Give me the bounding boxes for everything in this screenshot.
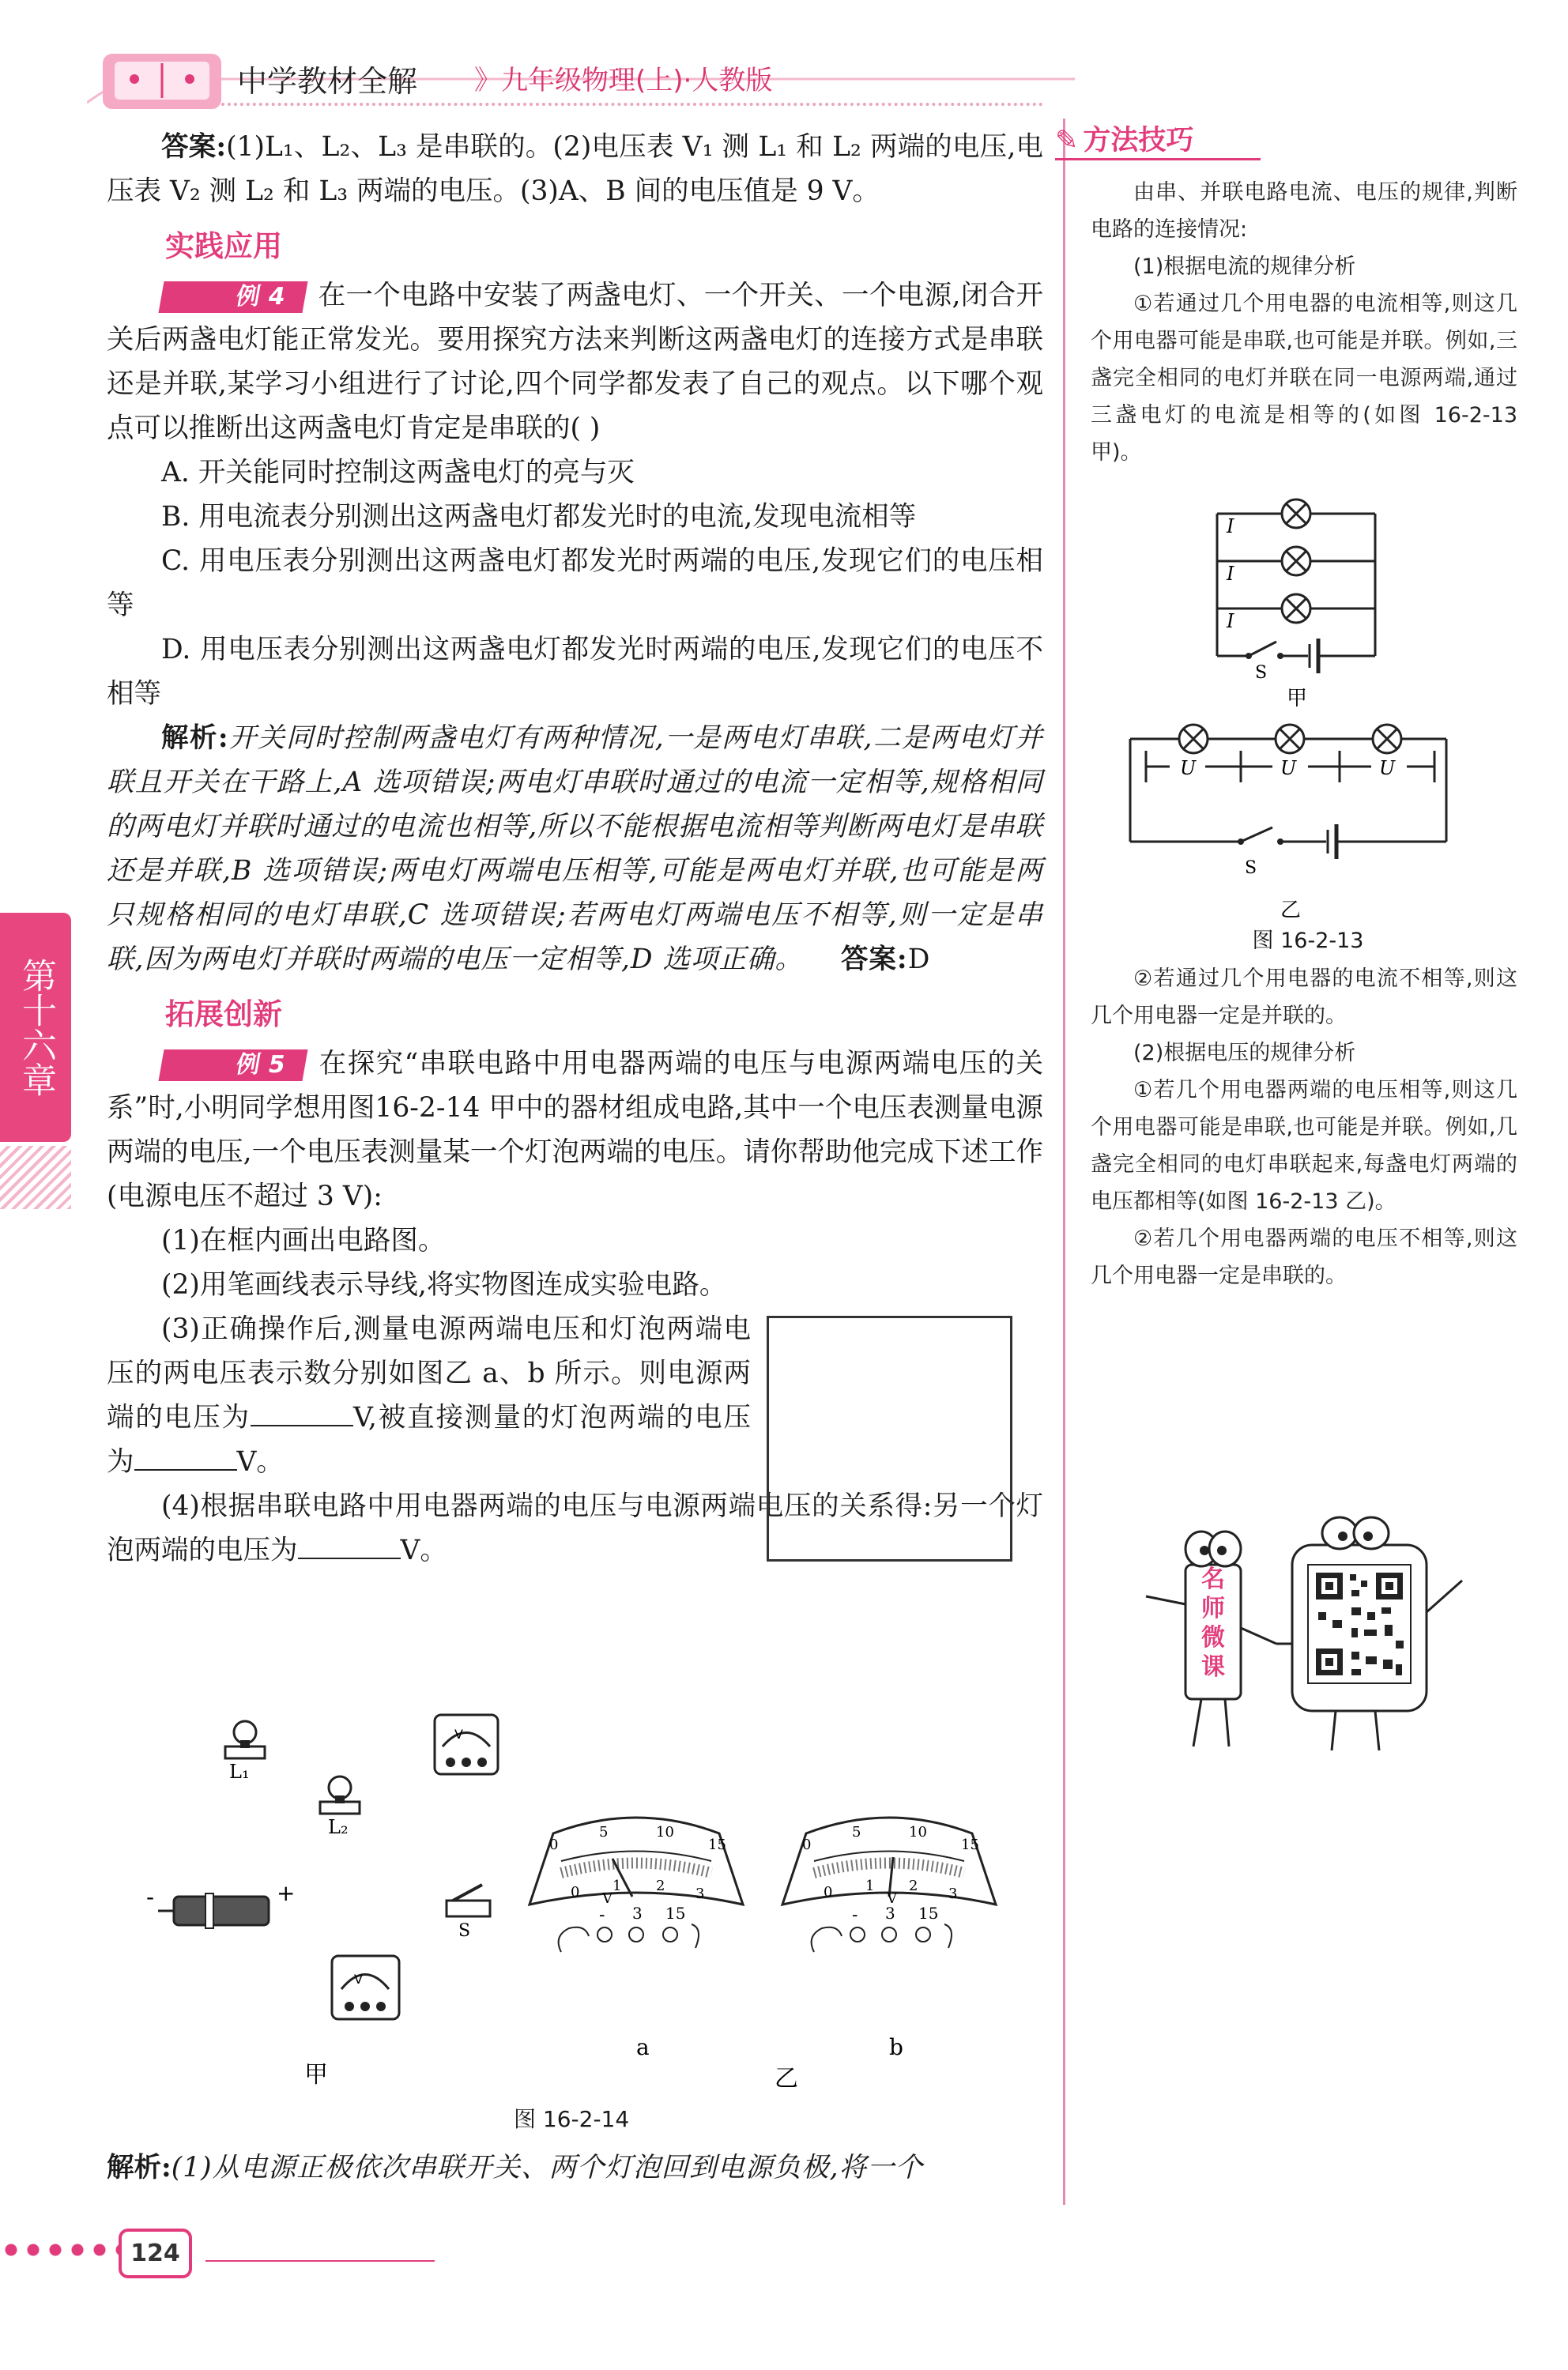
section-extend: 拓展创新 (165, 997, 282, 1031)
sidebar-p7: ②若几个用电器两端的电压不相等,则这几个用电器一定是串联的。 (1091, 1226, 1517, 1288)
mascot-label-1: 名 (1201, 1566, 1225, 1593)
meter-b-letter: V (887, 1890, 897, 1907)
switch-icon (447, 1885, 490, 1916)
chapter-tab-stripes (0, 1146, 71, 1209)
prev-answer (107, 125, 1043, 213)
example-4-analysis (107, 716, 1043, 982)
answer-label: 答案: (840, 944, 908, 975)
analysis-text: (1)从电源正极依次串联开关、两个灯泡回到电源负极,将一个 (171, 2152, 924, 2183)
meter-b-tick-b1: 1 (865, 1878, 875, 1894)
option-d: D. 用电压表分别测出这两盏电灯都发光时两端的电压,发现它们的电压不相等 (107, 634, 1043, 710)
q3-text-b: V,被直接测量的灯泡两端的电压为 (107, 1402, 751, 1478)
meter-b-term-minus: - (852, 1905, 858, 1925)
question-1: (1)在框内画出电路图。 (161, 1225, 446, 1257)
sidebar-p6: ①若几个用电器两端的电压相等,则这几个用电器可能是串联,也可能是并联。例如,几盏完全相同的电灯串联起来,每盏电灯两端的电压都相等(如图 16-2-13 乙)。 (1091, 1078, 1517, 1214)
meter-a-tick-b2: 2 (656, 1878, 665, 1894)
mascot-label-2: 师 (1201, 1595, 1225, 1622)
meter-a-tick-0: 0 (549, 1837, 559, 1853)
qr-code-icon (1308, 1565, 1411, 1683)
meter-a-term-15: 15 (665, 1904, 686, 1923)
meter-a-tick-15: 15 (708, 1837, 726, 1853)
page-number: 124 (119, 2229, 192, 2278)
q3-text-c: V。 (236, 1446, 284, 1478)
meter-b-tick-b3: 3 (948, 1886, 958, 1902)
sidebar-text-bottom (1091, 960, 1517, 1294)
chapter-tab[interactable]: 第十六章 (0, 913, 71, 1142)
voltage-label-1: U (1180, 757, 1197, 779)
figure-13-yi-label: 乙 (1280, 899, 1302, 922)
figure-jia-label: 甲 (304, 2061, 328, 2089)
q4-text-a: (4)根据串联电路中用电器两端的电压与电源两端电压的关系得:另一个灯泡两端的电压为 (107, 1490, 1043, 1566)
meter-b-tick-b0: 0 (824, 1884, 833, 1901)
sidebar-text-top (1091, 174, 1517, 471)
section-practice: 实践应用 (165, 229, 282, 263)
q3-text-a: (3)正确操作后,测量电源两端电压和灯泡两端电压的两电压表示数分别如图乙 a、b 所示。则电源两端的电压为 (107, 1313, 751, 1434)
example-5-text: 在探究“串联电路中用电器两端的电压与电源两端电压的关系”时,小明同学想用图16-2-14 甲中的器材组成电路,其中一个电压表测量电源两端的电压,一个电压表测量某一个灯泡两端的电压。请你帮助他完成下述工作(电源电压不超过 3 V): (107, 1048, 1043, 1212)
figure-13-jia-label: 甲 (1287, 687, 1308, 710)
meter-b-tick-15: 15 (961, 1837, 979, 1853)
option-c: C. 用电压表分别测出这两盏电灯都发光时两端的电压,发现它们的电压相等 (107, 545, 1043, 621)
meter-b-term-15: 15 (918, 1904, 939, 1923)
meter-b-dial (782, 1818, 996, 1952)
sidebar-p2: (1)根据电流的规律分析 (1133, 254, 1356, 279)
mascot-qr-illustration[interactable] (1114, 1502, 1494, 1762)
meter-a-label: a (636, 2034, 650, 2060)
analysis-label: 解析: (107, 2152, 172, 2183)
option-b: B. 用电流表分别测出这两盏电灯都发光时的电流,发现电流相等 (161, 501, 917, 533)
option-a: A. 开关能同时控制这两盏电灯的亮与灭 (161, 457, 635, 488)
figure-14-caption: 图 16-2-14 (514, 2106, 630, 2132)
meter-a-tick-b0: 0 (571, 1884, 580, 1901)
meter-a-term-minus: - (599, 1905, 605, 1925)
meter-a-term-3: 3 (632, 1904, 643, 1923)
lamp-l1-label: L₁ (229, 1761, 250, 1783)
question-2: (2)用笔画线表示导线,将实物图连成实验电路。 (161, 1269, 727, 1301)
switch-label: S (458, 1921, 471, 1941)
meter-a-dial (530, 1818, 743, 1952)
sidebar-p1: 由串、并联电路电流、电压的规律,判断电路的连接情况: (1091, 180, 1517, 242)
sidebar-p5: (2)根据电压的规律分析 (1133, 1041, 1356, 1065)
header-divider (221, 103, 1043, 109)
meter-b-tick-b2: 2 (909, 1878, 918, 1894)
mascot-label-4: 课 (1201, 1653, 1225, 1681)
meter-a-letter: V (602, 1890, 612, 1907)
voltage-label-2: U (1280, 757, 1297, 779)
sidebar-rule (1063, 119, 1065, 2205)
sidebar-title: ✎ 方法技巧 (1055, 125, 1194, 156)
meter-a-tick-b1: 1 (612, 1878, 622, 1894)
figure-16-2-13-yi (1122, 715, 1454, 929)
figure-yi-label: 乙 (775, 2065, 798, 2093)
footer-dots (0, 2243, 119, 2257)
example-4-stem (107, 273, 1043, 450)
meter-a-tick-10: 10 (656, 1824, 674, 1841)
analysis-label: 解析: (161, 722, 229, 754)
meter-a-tick-b3: 3 (695, 1886, 705, 1902)
circuit-drawing-box[interactable] (767, 1316, 1012, 1562)
meter-b-tick-5: 5 (852, 1824, 861, 1841)
example-4-tag: 例 4 (158, 281, 307, 313)
figure-16-2-13-jia (1201, 498, 1391, 711)
lamp-l2-icon (320, 1777, 360, 1814)
battery-minus: - (146, 1884, 155, 1910)
answer-blank-source-voltage[interactable] (251, 1401, 353, 1426)
example-4-text: 在一个电路中安装了两盏电灯、一个开关、一个电源,闭合开关后两盏电灯能正常发光。要用探究方法来判断这两盏电灯的连接方式是串联还是并联,某学习小组进行了讨论,四个同学都发表了自己的观点。以下哪个观点可以推断出这两盏电灯肯定是串联的( ) (107, 280, 1043, 444)
meter-b-tick-10: 10 (909, 1824, 927, 1841)
meter-a-tick-5: 5 (599, 1824, 609, 1841)
lamp-l2-label: L₂ (328, 1816, 349, 1838)
voltmeter-1-letter: V (454, 1727, 463, 1742)
voltmeter-2-letter: V (354, 1972, 363, 1987)
book-logo-icon (103, 54, 221, 109)
switch-label-jia: S (1255, 663, 1268, 683)
example-4-answer: D (907, 944, 931, 975)
switch-label-yi: S (1245, 858, 1257, 878)
q4-text-b: V。 (400, 1535, 447, 1566)
sidebar-title-underline (1055, 158, 1261, 160)
current-label-1: I (1227, 515, 1234, 537)
sidebar-p3: ①若通过几个用电器的电流相等,则这几个用电器可能是串联,也可能是并联。例如,三盏完全相同的电灯并联在同一电源两端,通过三盏电灯的电流是相等的(如图 16-2-13 甲)。 (1091, 292, 1517, 465)
voltmeter-2-icon (332, 1956, 399, 2019)
voltmeter-1-icon (435, 1715, 498, 1774)
meter-b-label: b (889, 2034, 903, 2060)
lamp-l1-icon (225, 1721, 265, 1758)
figure-16-2-14 (142, 1699, 1035, 2110)
answer-blank-lamp-voltage[interactable] (134, 1445, 237, 1471)
footer-line (205, 2260, 435, 2262)
answer-text: (1)L₁、L₂、L₃ 是串联的。(2)电压表 V₁ 测 L₁ 和 L₂ 两端的电压,电压表 V₂ 测 L₂ 和 L₃ 两端的电压。(3)A、B 间的电压值是 9 V。 (107, 131, 1043, 207)
example-5-tag: 例 5 (158, 1049, 307, 1081)
mascot-label-3: 微 (1201, 1624, 1225, 1652)
analysis-text: 开关同时控制两盏电灯有两种情况,一是两电灯串联,二是两电灯并联且开关在干路上,A 选项错误;两电灯串联时通过的电流一定相等,规格相同的两电灯并联时通过的电流也相等,所以不能根据电流相等判断两电灯是串联还是并联,B 选项错误;两电灯两端电压相等,可能是两电灯并联,也可能是两只规格相同的电灯串联,C 选项错误;若两电灯两端电压不相等,则一定是串联,因为两电灯并联时两端的电压一定相等,D 选项正确。 (107, 722, 1043, 975)
question-3 (107, 1307, 751, 1484)
answer-blank-other-lamp[interactable] (298, 1534, 401, 1559)
meter-b-tick-0: 0 (802, 1837, 812, 1853)
meter-b-term-3: 3 (885, 1904, 895, 1923)
voltage-label-3: U (1379, 757, 1396, 779)
current-label-2: I (1227, 563, 1234, 585)
example-5-stem (107, 1042, 1043, 1219)
figure-13-caption: 图 16-2-13 (1252, 929, 1364, 953)
example-5-analysis (107, 2146, 1043, 2190)
book-title: 中学教材全解 (237, 64, 418, 99)
battery-plus: + (277, 1880, 296, 1906)
book-subtitle: 》九年级物理(上)·人教版 (474, 65, 773, 96)
battery-icon (158, 1893, 269, 1928)
pen-icon: ✎ (1055, 125, 1079, 156)
current-label-3: I (1227, 610, 1234, 632)
sidebar-p4: ②若通过几个用电器的电流不相等,则这几个用电器一定是并联的。 (1091, 966, 1517, 1028)
answer-label: 答案: (161, 131, 227, 163)
